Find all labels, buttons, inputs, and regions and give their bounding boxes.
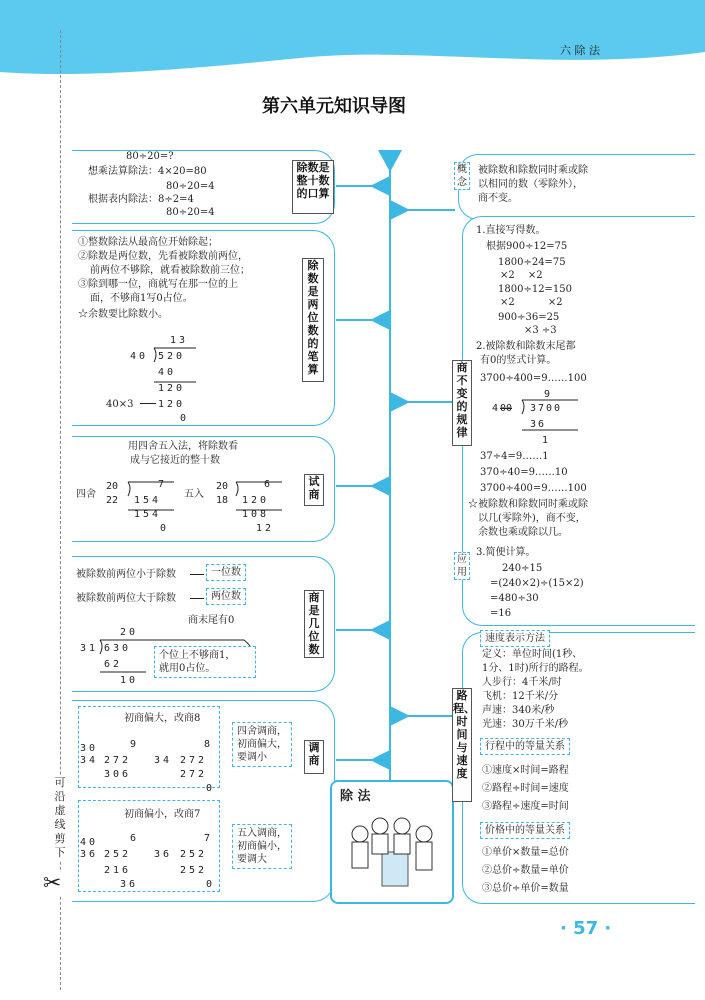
calc-cell: 7 bbox=[158, 479, 165, 490]
r3-line: 240÷15 bbox=[502, 563, 543, 574]
calc-cell: 00 bbox=[500, 403, 513, 414]
r2-line: 3700÷400=9……100 bbox=[480, 373, 587, 384]
adjust-lower-title: 初商偏小，改商7 bbox=[124, 809, 201, 820]
arrow-icon bbox=[190, 598, 204, 599]
calc-cell: 12 bbox=[256, 523, 275, 534]
label-concept: 概念 bbox=[454, 162, 470, 190]
round-up-label: 五入 bbox=[184, 489, 204, 500]
r2-line: 1.直接写得数。 bbox=[476, 225, 546, 236]
r4-line: 定义：单位时间(1秒、 bbox=[482, 649, 583, 660]
r1-line: 被除数和除数同时乘或除 bbox=[478, 165, 588, 176]
r2-line: 1800÷24=75 bbox=[498, 257, 566, 268]
tag-two-digit: 两位数 bbox=[206, 588, 246, 605]
center-topic-title: 除 法 bbox=[340, 789, 371, 804]
b4-line: 被除数前两位小于除数 bbox=[76, 569, 176, 580]
calc-cell: 272 bbox=[104, 755, 132, 766]
calc-cell: 272 bbox=[180, 755, 208, 766]
r4-line: 光速：30万千米/秒 bbox=[482, 719, 569, 730]
calc-cell: 4 bbox=[492, 403, 499, 414]
r1-line: 以相同的数（零除外）， bbox=[478, 179, 583, 190]
calc-cell: 36 bbox=[80, 849, 99, 860]
b1-line: 想乘法算除法：4×20=80 bbox=[88, 166, 207, 177]
r4-line: 飞机：12千米/分 bbox=[482, 691, 559, 702]
r2-division-lines bbox=[516, 398, 586, 432]
calc-cell: 30 bbox=[80, 743, 99, 754]
r2-line: ×2 ×2 bbox=[500, 270, 543, 281]
page-number: · 57 · bbox=[560, 918, 612, 939]
calc-cell: 216 bbox=[104, 865, 132, 876]
calc-cell: 630 bbox=[104, 643, 132, 654]
b3-line: 用四舍五入法，将除数看 bbox=[128, 441, 238, 452]
cut-hint: 可 沿 虚 线 剪 下 bbox=[46, 776, 74, 860]
tag-one-digit: 一位数 bbox=[206, 564, 246, 581]
calc-cell: 6 bbox=[130, 833, 137, 844]
r3-line: 3.简便计算。 bbox=[476, 547, 536, 558]
b2-line: 前两位不够除，就看被除数前三位； bbox=[90, 265, 250, 276]
b1-line: 根据表内除法：8÷2=4 bbox=[88, 194, 194, 205]
r2-line: 根据900÷12=75 bbox=[486, 241, 568, 252]
calc-cell: 10 bbox=[120, 675, 139, 686]
label-application: 应用 bbox=[454, 552, 470, 580]
calc-cell: 36 bbox=[154, 849, 173, 860]
r2-line: 2.被除数和除数末尾都 bbox=[476, 341, 576, 352]
calc-cell: 36 bbox=[530, 419, 547, 430]
calc-step: 120 bbox=[158, 399, 186, 410]
b4-line: 商末尾有0 bbox=[188, 615, 235, 626]
r2-line: 3700÷400=9……100 bbox=[480, 483, 587, 494]
calc-cell: 20 bbox=[120, 627, 139, 638]
long-division-bracket bbox=[140, 344, 200, 408]
calc-cell: 306 bbox=[104, 769, 132, 780]
r3-line: =480÷30 bbox=[490, 593, 539, 604]
r2-line: 900÷36=25 bbox=[498, 312, 560, 323]
calc-cell: 18 bbox=[216, 495, 229, 506]
r2-line: ×3 ÷3 bbox=[524, 325, 557, 336]
calc-step: 40 bbox=[158, 367, 177, 378]
calc-cell: 108 bbox=[242, 509, 270, 520]
r3-line: =16 bbox=[490, 608, 512, 619]
label-adjust-quotient: 调商 bbox=[304, 740, 324, 774]
adjust-upper-note: 四舍调商， 初商偏大， 要调小 bbox=[232, 722, 292, 767]
scissors-icon: ✂ bbox=[43, 871, 62, 896]
r4-line: ②总价÷数量=单价 bbox=[482, 865, 569, 876]
label-oral-division: 除数是整十数的口算 bbox=[292, 160, 334, 214]
calc-cell: 0 bbox=[160, 523, 167, 534]
tag-price-relations: 价格中的等量关系 bbox=[480, 822, 570, 839]
calc-cell: 20 bbox=[106, 481, 119, 492]
r4-line: ③路程÷速度=时间 bbox=[482, 801, 569, 812]
r4-line: ②路程÷时间=速度 bbox=[482, 783, 569, 794]
r2-line: 370÷40=9……10 bbox=[480, 467, 568, 478]
r4-line: 人步行：4千米/时 bbox=[482, 677, 562, 688]
r4-line: ①单价×数量=总价 bbox=[482, 847, 569, 858]
calc-cell: 9 bbox=[130, 739, 137, 750]
r4-line: ①速度×时间=路程 bbox=[482, 765, 569, 776]
b2-line: ☆余数要比除数小。 bbox=[78, 309, 168, 320]
students-illustration-icon bbox=[344, 812, 440, 890]
calc-cell: 154 bbox=[134, 495, 162, 506]
r2-line: ×2 ×2 bbox=[500, 297, 563, 308]
round-down-label: 四舍 bbox=[76, 489, 96, 500]
r4-line: ③总价÷单价=数量 bbox=[482, 883, 569, 894]
calc-cell: 120 bbox=[242, 495, 270, 506]
label-invariant-quotient: 商不变的规律 bbox=[452, 360, 472, 446]
calc-remainder: 0 bbox=[180, 413, 187, 424]
b4-line: 被除数前两位大于除数 bbox=[76, 593, 176, 604]
tag-travel-relations: 行程中的等量关系 bbox=[480, 738, 570, 755]
calc-cell: 252 bbox=[180, 849, 208, 860]
label-quotient-digits: 商是几位数 bbox=[304, 590, 324, 658]
calc-cell: 252 bbox=[180, 865, 208, 876]
calc-dividend: 520 bbox=[158, 351, 186, 362]
r2-line: ☆被除数和除数同时乘或除 bbox=[468, 499, 588, 510]
calc-cell: 154 bbox=[134, 509, 162, 520]
section-label: 六 除 法 bbox=[560, 44, 600, 57]
calc-cell: 0 bbox=[206, 783, 213, 794]
calc-cell: 8 bbox=[204, 739, 211, 750]
r1-line: 商不变。 bbox=[478, 193, 518, 204]
calc-cell: 9 bbox=[544, 389, 551, 400]
r2-line: 有0的竖式计算。 bbox=[480, 355, 557, 366]
r2-line: 以几(零除外)，商不变， bbox=[478, 513, 586, 524]
r4-line: 声速：340米/秒 bbox=[482, 705, 555, 716]
calc-cell: 62 bbox=[104, 659, 123, 670]
calc-cell: 36 bbox=[120, 879, 139, 890]
calc-cell: 1 bbox=[542, 435, 549, 446]
b2-line: 面，不够商1写0占位。 bbox=[90, 293, 193, 304]
b2-line: ②除数是两位数，先看被除数前两位， bbox=[78, 251, 248, 262]
b1-line: 80÷20=4 bbox=[166, 207, 215, 218]
calc-cell: 252 bbox=[104, 849, 132, 860]
b2-line: ③除到哪一位，商就写在那一位的上 bbox=[78, 279, 238, 290]
trial-division-lines bbox=[100, 476, 300, 526]
note-zero-placeholder: 个位上不够商1， 就用0占位。 bbox=[154, 646, 256, 678]
b1-line: 80÷20=? bbox=[126, 151, 174, 162]
label-written-division: 除数是两位数的笔算 bbox=[302, 258, 324, 382]
calc-cell: 7 bbox=[204, 833, 211, 844]
page-title: 第六单元知识导图 bbox=[262, 96, 406, 117]
calc-divisor: 40 bbox=[130, 351, 149, 362]
b2-line: ①整数除法从最高位开始除起； bbox=[78, 237, 218, 248]
label-trial-quotient: 试商 bbox=[304, 474, 324, 506]
calc-cell: 3700 bbox=[530, 403, 563, 414]
adjust-lower-note: 五入调商， 初商偏小， 要调大 bbox=[232, 824, 292, 869]
calc-cell: 6 bbox=[264, 479, 271, 490]
calc-step: 120 bbox=[158, 383, 186, 394]
r2-line: 1800÷12=150 bbox=[498, 284, 573, 295]
calc-cell: 272 bbox=[180, 769, 208, 780]
label-distance-time-speed: 路程、时间与速度 bbox=[452, 688, 472, 802]
b3-line: 成与它接近的整十数 bbox=[130, 455, 220, 466]
calc-cell: 22 bbox=[106, 495, 119, 506]
calc-cell: 34 bbox=[80, 755, 99, 766]
adjust-upper-title: 初商偏大，改商8 bbox=[124, 713, 201, 724]
calc-cell: 20 bbox=[216, 481, 229, 492]
b1-line: 80÷20=4 bbox=[166, 181, 215, 192]
r3-line: =(240×2)÷(15×2) bbox=[490, 578, 584, 589]
calc-quotient: 13 bbox=[170, 335, 189, 346]
r2-line: 余数也乘或除以几。 bbox=[478, 527, 568, 538]
calc-hint: 40×3 bbox=[106, 399, 134, 410]
calc-cell: 0 bbox=[206, 879, 213, 890]
r2-line: 37÷4=9……1 bbox=[480, 451, 549, 462]
r4-line: 1分、1时)所行的路程。 bbox=[482, 663, 589, 674]
calc-cell: 40 bbox=[80, 837, 99, 848]
calc-cell: 34 bbox=[154, 755, 173, 766]
arrow-icon bbox=[190, 574, 204, 575]
calc-cell: 31 bbox=[80, 643, 99, 654]
tag-speed-notation: 速度表示方法 bbox=[480, 630, 550, 647]
